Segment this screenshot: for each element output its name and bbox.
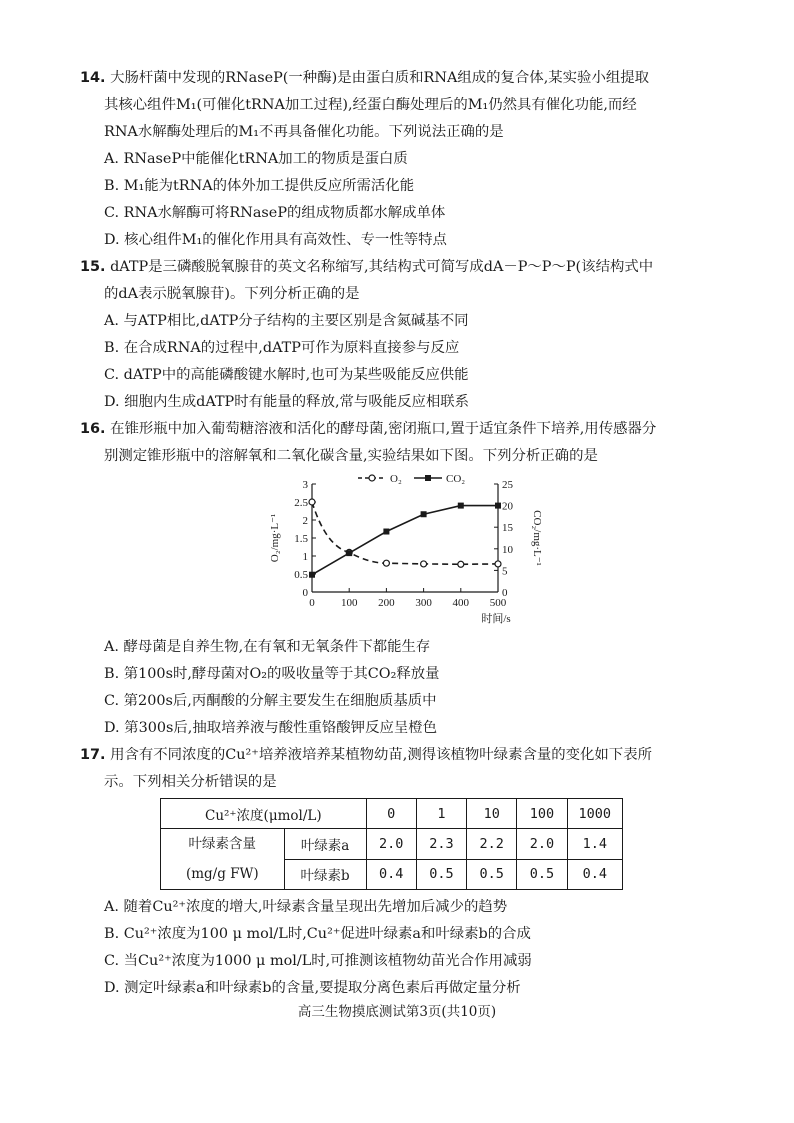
x-tick-label: 0 xyxy=(309,597,315,609)
table-header-cell: 1000 xyxy=(567,799,622,829)
left-axis-title: O₂/mg·L⁻¹ xyxy=(269,513,281,563)
x-tick-label: 200 xyxy=(378,597,395,609)
x-tick-label: 300 xyxy=(415,597,432,609)
oxygen-co2-line-chart xyxy=(258,466,548,632)
question-stem-line: 用含有不同浓度的Cu²⁺培养液培养某植物幼苗,测得该植物叶绿素含量的变化如下表所 xyxy=(110,747,652,763)
question-stem-line: 大肠杆菌中发现的RNaseP(一种酶)是由蛋白质和RNA组成的复合体,某实验小组提取 xyxy=(110,70,650,86)
question-number: 16. xyxy=(80,421,106,437)
question-stem-line: 其核心组件M₁(可催化tRNA加工过程),经蛋白酶处理后的M₁仍然具有催化功能,而经 xyxy=(104,97,637,113)
question-stem-line: 别测定锥形瓶中的溶解氧和二氧化碳含量,实验结果如下图。下列分析正确的是 xyxy=(104,448,598,464)
option-a[interactable]: A. 酵母菌是自养生物,在有氧和无氧条件下都能生存 xyxy=(104,639,431,655)
question-stem-line: 示。下列相关分析错误的是 xyxy=(104,774,277,790)
table-header-cell: 0 xyxy=(366,799,416,829)
x-tick-label: 400 xyxy=(452,597,470,609)
table-cell: 0.5 xyxy=(416,859,466,890)
o2-point xyxy=(383,560,389,566)
option-a[interactable]: A. 随着Cu²⁺浓度的增大,叶绿素含量呈现出先增加后减少的趋势 xyxy=(104,899,508,915)
option-b[interactable]: B. 在合成RNA的过程中,dATP可作为原料直接参与反应 xyxy=(104,340,460,356)
option-c[interactable]: C. RNA水解酶可将RNaseP的组成物质都水解成单体 xyxy=(104,205,446,221)
legend-o2-label: O₂ xyxy=(390,473,402,485)
right-tick-label: 0 xyxy=(502,587,508,599)
table-header-cell: 10 xyxy=(467,799,517,829)
option-c[interactable]: C. 第200s后,丙酮酸的分解主要发生在细胞质基质中 xyxy=(104,693,437,709)
table-header-row xyxy=(161,799,623,829)
table-cell: 2.0 xyxy=(517,829,567,860)
group-label-line: 叶绿素含量 xyxy=(188,836,257,852)
co2-point xyxy=(495,503,501,509)
right-tick-label: 15 xyxy=(502,522,513,535)
table-row xyxy=(161,829,623,860)
table-header-cell: 1 xyxy=(416,799,466,829)
co2-point xyxy=(383,529,389,535)
table-cell: 0.4 xyxy=(567,859,622,890)
left-tick-label: 0 xyxy=(302,587,308,599)
co2-point xyxy=(346,550,352,556)
table-header-cell: 100 xyxy=(517,799,567,829)
question-stem-line: 在锥形瓶中加入葡萄糖溶液和活化的酵母菌,密闭瓶口,置于适宜条件下培养,用传感器分 xyxy=(110,421,657,437)
option-a[interactable]: A. 与ATP相比,dATP分子结构的主要区别是含氮碱基不同 xyxy=(104,313,469,329)
right-tick-label: 20 xyxy=(502,500,513,513)
o2-point xyxy=(495,561,501,567)
o2-point xyxy=(458,561,464,567)
copper-chlorophyll-table xyxy=(160,798,623,890)
legend-o2-marker xyxy=(369,475,375,481)
right-axis-title: CO₂/mg·L⁻¹ xyxy=(531,510,543,566)
left-tick-label: 2 xyxy=(302,515,308,527)
o2-point xyxy=(309,499,315,505)
group-label-line: (mg/g FW) xyxy=(185,866,259,882)
option-b[interactable]: B. Cu²⁺浓度为100 μ mol/L时,Cu²⁺促进叶绿素a和叶绿素b的合成 xyxy=(104,926,531,942)
left-tick-label: 2.5 xyxy=(294,497,308,509)
table-cell: 1.4 xyxy=(567,829,622,860)
left-tick-label: 1.5 xyxy=(294,533,308,545)
right-tick-label: 25 xyxy=(502,479,513,491)
co2-point xyxy=(458,503,464,509)
table-row-label: 叶绿素a xyxy=(284,829,366,860)
table-header-concentration: Cu²⁺浓度(μmol/L) xyxy=(161,799,367,829)
question-number: 14. xyxy=(80,70,106,86)
option-a[interactable]: A. RNaseP中能催化tRNA加工的物质是蛋白质 xyxy=(104,151,408,167)
table-cell: 2.2 xyxy=(467,829,517,860)
table-group-label xyxy=(161,829,285,890)
left-tick-label: 1 xyxy=(302,551,308,563)
legend-co2-label: CO₂ xyxy=(446,473,466,485)
option-c[interactable]: C. 当Cu²⁺浓度为1000 μ mol/L时,可推测该植物幼苗光合作用减弱 xyxy=(104,953,532,969)
question-number: 15. xyxy=(80,259,106,275)
o2-point xyxy=(421,561,427,567)
co2-point xyxy=(309,572,315,578)
co2-point xyxy=(421,511,427,517)
table-cell: 2.0 xyxy=(366,829,416,860)
table-cell: 2.3 xyxy=(416,829,466,860)
option-c[interactable]: C. dATP中的高能磷酸键水解时,也可为某些吸能反应供能 xyxy=(104,367,469,383)
right-tick-label: 10 xyxy=(502,543,513,556)
option-b[interactable]: B. 第100s时,酵母菌对O₂的吸收量等于其CO₂释放量 xyxy=(104,666,440,682)
o2-series-line xyxy=(312,502,498,564)
question-stem-line: RNA水解酶处理后的M₁不再具备催化功能。下列说法正确的是 xyxy=(104,124,504,140)
table-cell: 0.5 xyxy=(517,859,567,890)
x-tick-label: 100 xyxy=(340,597,358,609)
question-stem-line: 的dA表示脱氧腺苷)。下列分析正确的是 xyxy=(104,286,360,302)
table-cell: 0.5 xyxy=(467,859,517,890)
table-row-label: 叶绿素b xyxy=(284,859,366,890)
left-tick-label: 0.5 xyxy=(294,569,308,581)
option-b[interactable]: B. M₁能为tRNA的体外加工提供反应所需活化能 xyxy=(104,178,415,194)
legend-co2-marker xyxy=(425,475,431,481)
option-d[interactable]: D. 核心组件M₁的催化作用具有高效性、专一性等特点 xyxy=(104,232,447,248)
option-d[interactable]: D. 细胞内生成dATP时有能量的释放,常与吸能反应相联系 xyxy=(104,394,470,410)
option-d[interactable]: D. 测定叶绿素a和叶绿素b的含量,要提取分离色素后再做定量分析 xyxy=(104,980,521,996)
left-tick-label: 3 xyxy=(302,479,308,491)
right-tick-label: 5 xyxy=(502,565,508,578)
table-cell: 0.4 xyxy=(366,859,416,890)
page-footer: 高三生物摸底测试第3页(共10页) xyxy=(297,1004,497,1020)
question-number: 17. xyxy=(80,747,106,763)
question-stem-line: dATP是三磷酸脱氧腺苷的英文名称缩写,其结构式可简写成dA－P～P～P(该结构式中 xyxy=(110,259,654,275)
x-tick-label: 500 xyxy=(489,597,507,609)
option-d[interactable]: D. 第300s后,抽取培养液与酸性重铬酸钾反应呈橙色 xyxy=(104,720,438,736)
x-axis-title: 时间/s xyxy=(481,613,511,625)
